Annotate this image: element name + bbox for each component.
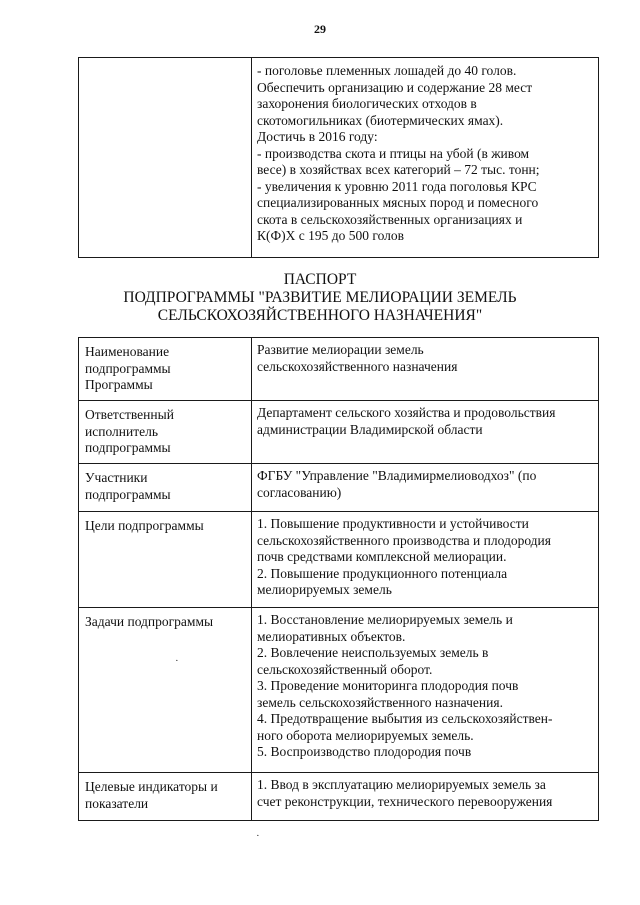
label-line: исполнитель bbox=[85, 423, 158, 439]
label-line: Ответственный bbox=[85, 407, 174, 422]
label-line: Задачи подпрограммы bbox=[85, 614, 214, 629]
table-row bbox=[79, 773, 599, 821]
row-label bbox=[79, 608, 252, 773]
table-row bbox=[79, 58, 599, 258]
passport-subheading-line2: СЕЛЬСКОХОЗЯЙСТВЕННОГО НАЗНАЧЕНИЯ" bbox=[157, 307, 483, 324]
scan-speck: · bbox=[175, 655, 179, 667]
table-row bbox=[79, 338, 599, 401]
value-line: 2. Вовлечение неиспользуемых земель в bbox=[257, 645, 489, 660]
label-line: Цели подпрограммы bbox=[85, 518, 204, 533]
value-line: 2. Повышение продукционного потенциала bbox=[257, 565, 508, 581]
value-line: сельскохозяйственного производства и плодородия bbox=[257, 532, 551, 548]
row-label bbox=[79, 773, 252, 821]
label-line: показатели bbox=[85, 795, 149, 811]
value-line: 1. Повышение продуктивности и устойчивости bbox=[257, 516, 529, 531]
passport-subheading-line1: ПОДПРОГРАММЫ "РАЗВИТИЕ МЕЛИОРАЦИИ ЗЕМЕЛЬ bbox=[123, 289, 517, 306]
value-line: Развитие мелиорации земель bbox=[257, 342, 424, 357]
value-line: 3. Проведение мониторинга плодородия почв bbox=[257, 678, 519, 693]
table-row bbox=[79, 464, 599, 512]
row-label bbox=[79, 401, 252, 464]
row-value bbox=[252, 512, 599, 608]
row-value bbox=[252, 608, 599, 773]
text-line: скота в сельскохозяйственных организациях и bbox=[257, 211, 523, 227]
row-value bbox=[252, 773, 599, 821]
value-line: 1. Восстановление мелиорируемых земель и bbox=[257, 612, 513, 627]
text-line: захоронения биологических отходов в bbox=[257, 96, 477, 111]
text-line: Обеспечить организацию и содержание 28 мест bbox=[257, 79, 533, 95]
label-line: Наименование bbox=[85, 344, 170, 359]
text-line: К(Ф)Х с 195 до 500 голов bbox=[257, 228, 405, 243]
label-line: подпрограммы bbox=[85, 486, 171, 502]
value-line: счет реконструкции, технического перевооружения bbox=[257, 793, 553, 809]
value-line: Департамент сельского хозяйства и продовольствия bbox=[257, 405, 556, 420]
value-line: мелиорируемых земель bbox=[257, 582, 392, 597]
label-line: Участники bbox=[85, 470, 148, 485]
continuation-right-cell bbox=[252, 58, 599, 258]
value-line: ФГБУ "Управление "Владимирмелиоводхоз" (по bbox=[257, 468, 537, 483]
text-line: - увеличения к уровню 2011 года поголовья КРС bbox=[257, 178, 537, 194]
value-line: 5. Воспроизводство плодородия почв bbox=[257, 744, 472, 759]
text-line: весе) в хозяйствах всех категорий – 72 тыс. тонн; bbox=[257, 162, 540, 177]
label-line: Программы bbox=[85, 377, 153, 392]
label-line: подпрограммы bbox=[85, 440, 171, 455]
value-line: согласованию) bbox=[257, 484, 342, 500]
value-line: 1. Ввод в эксплуатацию мелиорируемых земель за bbox=[257, 777, 546, 792]
row-value bbox=[252, 338, 599, 401]
row-label bbox=[79, 464, 252, 512]
row-value bbox=[252, 401, 599, 464]
text-line: Достичь в 2016 году: bbox=[257, 129, 378, 144]
label-line: Целевые индикаторы и bbox=[85, 779, 218, 794]
value-line: ного оборота мелиорируемых земель. bbox=[257, 727, 474, 743]
text-line: - поголовье племенных лошадей до 40 голов. bbox=[257, 63, 517, 78]
scan-speck: · bbox=[256, 830, 260, 842]
value-line: мелиоративных объектов. bbox=[257, 628, 406, 644]
passport-table bbox=[78, 337, 599, 821]
value-line: сельскохозяйственный оборот. bbox=[257, 661, 433, 677]
value-line: 4. Предотвращение выбытия из сельскохозяйствен- bbox=[257, 711, 553, 726]
continuation-table bbox=[78, 57, 599, 258]
passport-heading: ПАСПОРТ bbox=[283, 271, 357, 288]
value-line: сельскохозяйственного назначения bbox=[257, 358, 458, 374]
row-label bbox=[79, 512, 252, 608]
page-number: 29 bbox=[314, 22, 326, 36]
value-line: администрации Владимирской области bbox=[257, 421, 483, 437]
value-line: земель сельскохозяйственного назначения. bbox=[257, 694, 503, 710]
text-line: специализированных мясных пород и помесного bbox=[257, 195, 539, 210]
text-line: скотомогильниках (биотермических ямах). bbox=[257, 112, 504, 128]
row-label bbox=[79, 338, 252, 401]
value-line: почв средствами комплексной мелиорации. bbox=[257, 549, 507, 564]
text-line: - производства скота и птицы на убой (в живом bbox=[257, 145, 530, 161]
table-row bbox=[79, 401, 599, 464]
continuation-left-cell bbox=[79, 58, 252, 258]
label-line: подпрограммы bbox=[85, 360, 171, 376]
table-row bbox=[79, 608, 599, 773]
row-value bbox=[252, 464, 599, 512]
table-row bbox=[79, 512, 599, 608]
